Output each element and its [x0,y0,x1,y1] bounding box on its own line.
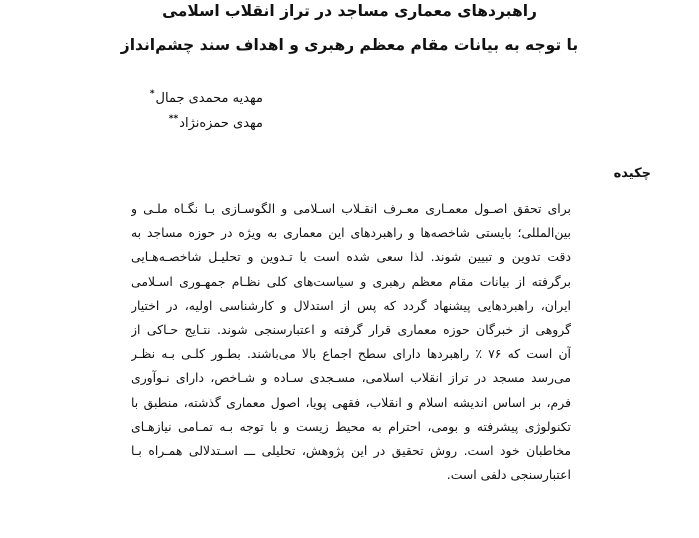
abstract-heading: چکیده [613,166,651,181]
author-1-footnote-mark: * [149,89,155,99]
author-1-name: مهدیه محمدی جمال [155,91,263,106]
abstract-line: بین‌المللی؛ بایستی شاخصه‌ها و راهبردهای این معماری به ویژه در حوزه مساجد به [131,225,571,241]
abstract-line: اعتبارسنجی دلفی است. [446,467,571,483]
author-2 [169,114,263,131]
abstract-line: فرم، بر اساس اندیشه اسلام و انقلاب، فقهی پویا، اصول معماری گذشته، منطبق با [131,394,571,410]
abstract-line: برگرفته از بیانات مقام معظم رهبری و سیاست‌های کلی نظـام جمهـوری اسـلامی [131,273,571,289]
paper-title-line-2: با توجه به بیانات مقام معظم رهبری و اهداف سند چشم‌انداز [120,36,579,54]
paper-title-line-1: راهبردهای معماری مساجد در تراز انقلاب اسلامی [162,2,537,20]
author-2-name: مهدی حمزه‌نژاد [179,116,263,131]
abstract-line: مخاطبان خود است. روش تحقیق در این پژوهش، تحلیلی ـــ اسـتدلالی همـراه بـا [131,442,571,458]
abstract-line: ایران، راهبردهایی پیشنهاد گردد که پس از استدلال و کارشناسی اولیه، در اختیار [131,297,571,313]
abstract-line: گروهی از خبرگان حوزه معماری قرار گرفته و اعتبارسنجی شوند. نتـایج حـاکی از [131,321,571,337]
author-1 [150,89,263,106]
abstract-body [131,197,571,487]
author-2-footnote-mark: ** [168,114,179,124]
abstract-line: می‌رسد مسجد در تراز انقلاب اسلامی، مسـجدی سـاده و شـاخص، دارای نـوآوری [131,370,571,386]
abstract-line: برای تحقق اصـول معمـاری معـرف انقـلاب اسـلامی و الگوسـازی بـا نگـاه ملـی و [131,201,571,216]
abstract-line: تکنولوژی پیشرفته و بومی، احترام به محیط زیست و با توجه بـه تمـامی نیازهـای [131,418,571,434]
abstract-line: دقت تدوین و تبیین شوند. لذا سعی شده است با تـدوین و تحلیـل شاخصـه‌هـایی [131,249,571,265]
abstract-line: آن است که ۷۶ ٪ راهبردها دارای سطح اجماع بالا می‌باشند. بطـور کلـی بـه نظـر [131,346,571,362]
